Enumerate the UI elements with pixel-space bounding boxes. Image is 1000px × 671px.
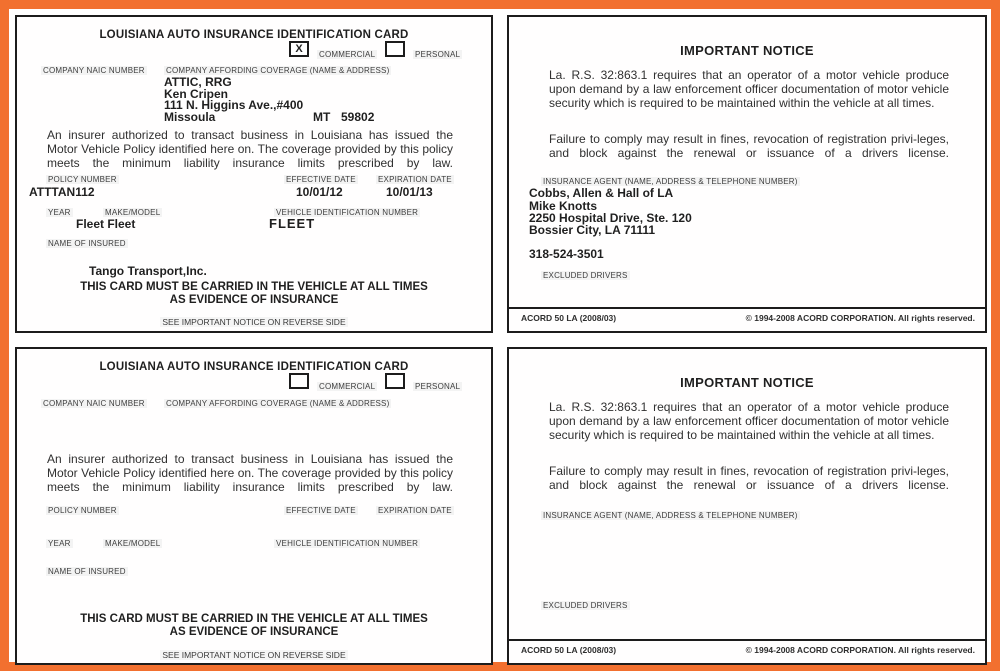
form-number: ACORD 50 LA (2008/03) bbox=[521, 645, 617, 655]
form-number: ACORD 50 LA (2008/03) bbox=[521, 313, 617, 323]
notice-paragraph-1: La. R.S. 32:863.1 requires that an operator of a motor vehicle produce upon demand by a law enforcement officer documentation of motor vehicle security which is required to be maintained within the vehicle at all times. bbox=[549, 400, 949, 442]
agent-phone: 318-524-3501 bbox=[529, 247, 604, 261]
carry-notice-line2: AS EVIDENCE OF INSURANCE bbox=[169, 626, 339, 638]
vin-value: FLEET bbox=[269, 216, 316, 231]
insured-name-label: NAME OF INSURED bbox=[48, 567, 126, 576]
notice-paragraph-1: La. R.S. 32:863.1 requires that an operator of a motor vehicle produce upon demand by a law enforcement officer documentation of motor vehicle security which is required to be maintained within the vehicle at all times. bbox=[549, 68, 949, 110]
excluded-drivers-label: EXCLUDED DRIVERS bbox=[543, 271, 628, 280]
agent-address-2: Bossier City, LA 71111 bbox=[529, 223, 656, 237]
make-model-label: MAKE/MODEL bbox=[105, 208, 161, 217]
personal-label: PERSONAL bbox=[415, 50, 461, 59]
company-address: 111 N. Higgins Ave.,#400 bbox=[164, 98, 304, 112]
reverse-side-note-wrap bbox=[17, 312, 491, 330]
policy-number-value: ATTTAN112 bbox=[29, 185, 95, 199]
make-model-label: MAKE/MODEL bbox=[105, 539, 161, 548]
carry-notice-line1: THIS CARD MUST BE CARRIED IN THE VEHICLE AT ALL TIMES bbox=[80, 613, 428, 625]
personal-checkbox bbox=[385, 41, 405, 57]
carry-notice-line1: THIS CARD MUST BE CARRIED IN THE VEHICLE AT ALL TIMES bbox=[80, 281, 428, 293]
vin-label: VEHICLE IDENTIFICATION NUMBER bbox=[276, 208, 419, 217]
year-label: YEAR bbox=[48, 208, 71, 217]
commercial-label: COMMERCIAL bbox=[319, 50, 376, 59]
insurance-id-card-filled bbox=[15, 15, 493, 333]
reverse-side-note: SEE IMPORTANT NOTICE ON REVERSE SIDE bbox=[162, 317, 346, 327]
insurance-agent-label: INSURANCE AGENT (NAME, ADDRESS & TELEPHONE NUMBER) bbox=[543, 177, 798, 186]
commercial-checkbox: X bbox=[289, 41, 309, 57]
excluded-drivers-label: EXCLUDED DRIVERS bbox=[543, 601, 628, 610]
coverage-company-label: COMPANY AFFORDING COVERAGE (NAME & ADDRESS) bbox=[166, 66, 390, 75]
vin-label: VEHICLE IDENTIFICATION NUMBER bbox=[276, 539, 419, 548]
card-title: LOUISIANA AUTO INSURANCE IDENTIFICATION CARD bbox=[99, 361, 409, 373]
carry-notice-line2: AS EVIDENCE OF INSURANCE bbox=[169, 294, 339, 306]
agent-address-1: 2250 Hospital Drive, Ste. 120 bbox=[529, 211, 692, 225]
important-notice-blank bbox=[507, 347, 987, 665]
notice-paragraph-2: Failure to comply may result in fines, revocation of registration privi-leges, and block against the renewal or issuance of a drivers license. bbox=[549, 132, 949, 160]
personal-label: PERSONAL bbox=[415, 382, 461, 391]
agent-name: Mike Knotts bbox=[529, 199, 598, 213]
agent-company: Cobbs, Allen & Hall of LA bbox=[529, 186, 674, 200]
policy-number-label: POLICY NUMBER bbox=[48, 175, 117, 184]
naic-number-label: COMPANY NAIC NUMBER bbox=[43, 399, 145, 408]
authorization-paragraph: An insurer authorized to transact business in Louisiana has issued the Motor Vehicle Policy identified here on. The coverage provided by this policy meets the minimum liability insurance limits prescribed by law. bbox=[47, 452, 453, 494]
policy-number-label: POLICY NUMBER bbox=[48, 506, 117, 515]
card-title: LOUISIANA AUTO INSURANCE IDENTIFICATION CARD bbox=[99, 29, 409, 41]
expiration-date-label: EXPIRATION DATE bbox=[378, 175, 452, 184]
commercial-checkbox bbox=[289, 373, 309, 389]
expiration-date-value: 10/01/13 bbox=[386, 185, 433, 199]
notice-paragraph-2: Failure to comply may result in fines, revocation of registration privi-leges, and block against the renewal or issuance of a drivers license. bbox=[549, 464, 949, 492]
reverse-side-note-wrap bbox=[17, 645, 491, 663]
naic-number-label: COMPANY NAIC NUMBER bbox=[43, 66, 145, 75]
notice-title: IMPORTANT NOTICE bbox=[680, 375, 814, 390]
effective-date-value: 10/01/12 bbox=[296, 185, 343, 199]
year-label: YEAR bbox=[48, 539, 71, 548]
insured-name-value: Tango Transport,Inc. bbox=[89, 264, 207, 278]
insurance-id-card-blank bbox=[15, 347, 493, 665]
insurance-agent-label: INSURANCE AGENT (NAME, ADDRESS & TELEPHONE NUMBER) bbox=[543, 511, 798, 520]
company-name: ATTIC, RRG bbox=[164, 75, 232, 89]
effective-date-label: EFFECTIVE DATE bbox=[286, 506, 356, 515]
notice-title: IMPORTANT NOTICE bbox=[680, 43, 814, 58]
important-notice-filled bbox=[507, 15, 987, 333]
contact-name: Ken Cripen bbox=[164, 87, 229, 101]
company-city: Missoula bbox=[164, 110, 216, 124]
expiration-date-label: EXPIRATION DATE bbox=[378, 506, 452, 515]
effective-date-label: EFFECTIVE DATE bbox=[286, 175, 356, 184]
footer-divider bbox=[509, 307, 985, 309]
insured-name-label: NAME OF INSURED bbox=[48, 239, 126, 248]
personal-checkbox bbox=[385, 373, 405, 389]
reverse-side-note: SEE IMPORTANT NOTICE ON REVERSE SIDE bbox=[162, 650, 346, 660]
copyright-notice: © 1994-2008 ACORD CORPORATION. All rights reserved. bbox=[745, 645, 975, 655]
coverage-company-label: COMPANY AFFORDING COVERAGE (NAME & ADDRESS) bbox=[166, 399, 390, 408]
company-state: MT bbox=[313, 110, 331, 124]
footer-divider bbox=[509, 639, 985, 641]
copyright-notice: © 1994-2008 ACORD CORPORATION. All rights reserved. bbox=[745, 313, 975, 323]
company-zip: 59802 bbox=[341, 110, 375, 124]
document-grid bbox=[15, 15, 985, 665]
commercial-label: COMMERCIAL bbox=[319, 382, 376, 391]
make-model-value: Fleet Fleet bbox=[76, 217, 136, 231]
authorization-paragraph: An insurer authorized to transact business in Louisiana has issued the Motor Vehicle Policy identified here on. The coverage provided by this policy meets the minimum liability insurance limits prescribed by law. bbox=[47, 128, 453, 170]
